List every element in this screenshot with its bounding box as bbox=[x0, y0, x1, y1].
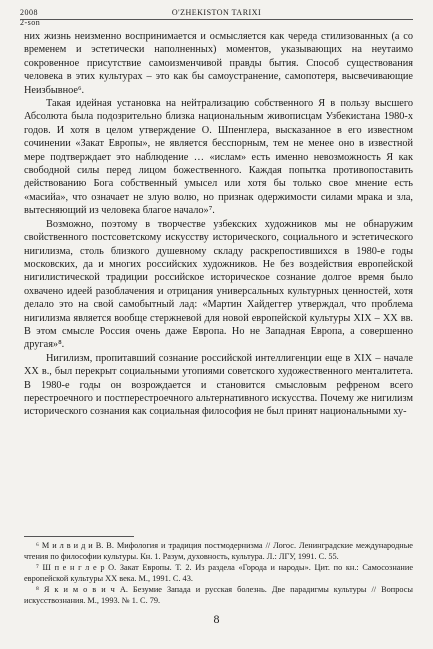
paragraph-1: них жизнь неизменно воспринимается и осмысляется как череда стилизованных (а со временем и эстетически наполненных) моментов, указывающих на неутаимо сокровенное присутствие самоизменчивой правды бытия. Способ существования человека в этих культурах – это как бы самоустранение, самопотеря, высвечивающие Неизбывное⁶. bbox=[24, 31, 413, 96]
footnote-rule bbox=[24, 536, 134, 537]
paragraph-2: Такая идейная установка на нейтрализацию собственного Я в пользу высшего Абсолюта была подозрительно близка национальным живописцам Узбекистана 1980-х годов. И хотя в целом утверждение О. Шпенглера, высказанное в его известном сочинении «Закат Европы», не является бесспорным, тем не менее оно в известной мере подтверждает это наблюдение … «ислам» есть именно невозможность Я как свободной силы перед лицом божественного. Каждая попытка противопоставить действованию Бога собственный умысел или хотя бы только свое мнение есть «масийа», что означает не злую волю, но признак одержимости силами мрака и зла, вытесняющий из человека благое начало»⁷. bbox=[24, 98, 413, 217]
header-journal-title: O'ZHEKISTON TARIXI bbox=[171, 8, 262, 17]
footnotes bbox=[24, 540, 413, 606]
paragraph-3: Возможно, поэтому в творчестве узбекских художников мы не обнаружим свойственного постсоветскому искусству исторического, социального и эстетического нигилизма, столь близкого душевному складу раскрепостившихся в 1980-е годы московских, да и многих российских художников. Не без воздействия европейской нигилистической традиции российское историческое сознание долгое время было охвачено идеей разоблачения и отрицания универсальных культурных ценностей, хотя делало это на свой самобытный лад: «Мартин Хайдеггер утверждал, что проблема нигилизма является вообще стержневой для новой европейской культуры XIX – XX вв. В этом смысле Россия очень даже Европа. Но не Западная Европа, а совершенно другая»⁸. bbox=[24, 218, 413, 351]
header-rule bbox=[20, 19, 413, 20]
header-issue: 2-son bbox=[20, 18, 41, 27]
paragraph-4: Нигилизм, пропитавший сознание российской интеллигенции еще в XIX – начале XX в., был перекрыт социальными утопиями советского художественного менталитета. В 1980-е годы он возрождается и становится смысловым рефреном всего перестроечного и постперестроечного альтернативного искусства. Почему же нигилизм исторического сознания как социальная философия не был принят национальными ху- bbox=[24, 352, 413, 418]
main-text bbox=[24, 30, 413, 419]
page-number: 8 bbox=[213, 612, 220, 626]
footnote-8: ⁸ Я к и м о в и ч А. Безумие Запада и русская болезнь. Две парадигмы культуры // Вопросы искусствознания. М., 1993. № 1. С. 79. bbox=[24, 585, 413, 605]
footnote-7: ⁷ Ш п е н г л е р О. Закат Европы. Т. 2. Из раздела «Города и народы». Цит. по кн.: Самосознание европейской культуры XX века. М., 1991. С. 43. bbox=[24, 563, 413, 583]
header-year: 2008 bbox=[20, 8, 38, 17]
footnote-6: ⁶ М и л в и д и В. В. Мифология и традиция постмодернизма // Логос. Ленинградские международные чтения по философии культуры. Кн. 1. Разум, духовность, культура. Л.: ЛГУ, 1991. С. 55. bbox=[24, 541, 413, 561]
